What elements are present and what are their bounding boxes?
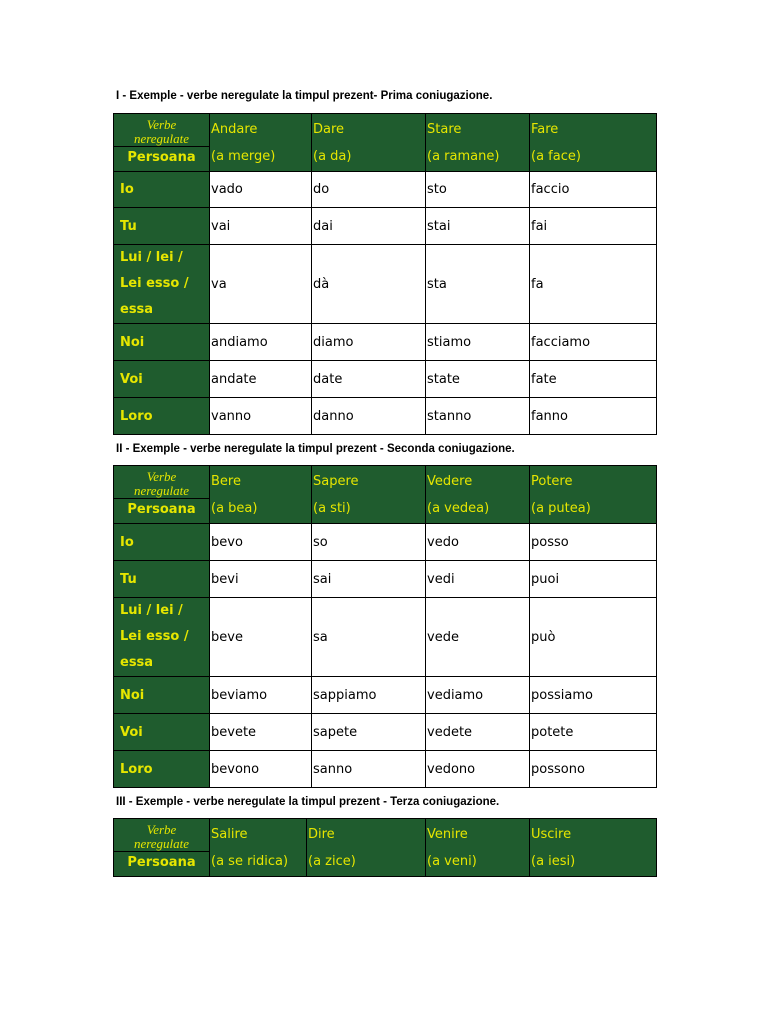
table-row xyxy=(114,245,657,324)
form-cell: possiamo xyxy=(530,677,657,714)
person-cell: Tu xyxy=(114,561,210,598)
form-cell: possono xyxy=(530,751,657,788)
form-cell: dai xyxy=(312,208,426,245)
form-cell: do xyxy=(312,172,426,208)
form-cell: so xyxy=(312,524,426,561)
form-cell: posso xyxy=(530,524,657,561)
table-row xyxy=(114,324,657,361)
conjugation-table-2 xyxy=(113,465,657,788)
verb-header: Salire (a se ridica) xyxy=(210,819,307,877)
form-cell: vedi xyxy=(426,561,530,598)
section-2-heading: II - Exemple - verbe neregulate la timpul prezent - Seconda coniugazione. xyxy=(116,443,515,455)
form-cell: sanno xyxy=(312,751,426,788)
form-cell: sapete xyxy=(312,714,426,751)
table-header-row xyxy=(114,819,657,877)
verb-header: Dire (a zice) xyxy=(307,819,426,877)
verb-header: Venire (a veni) xyxy=(426,819,530,877)
table-row xyxy=(114,172,657,208)
form-cell: fa xyxy=(530,245,657,324)
form-cell: sai xyxy=(312,561,426,598)
form-cell: sto xyxy=(426,172,530,208)
form-cell: dà xyxy=(312,245,426,324)
table-row xyxy=(114,714,657,751)
person-cell: Tu xyxy=(114,208,210,245)
verb-header: Andare (a merge) xyxy=(210,114,312,172)
form-cell: diamo xyxy=(312,324,426,361)
verb-header: Sapere (a sti) xyxy=(312,466,426,524)
verb-header: Potere (a putea) xyxy=(530,466,657,524)
form-cell: vedete xyxy=(426,714,530,751)
form-cell: vedo xyxy=(426,524,530,561)
form-cell: faccio xyxy=(530,172,657,208)
table-row xyxy=(114,561,657,598)
form-cell: sa xyxy=(312,598,426,677)
person-cell: Noi xyxy=(114,324,210,361)
form-cell: andate xyxy=(210,361,312,398)
form-cell: fate xyxy=(530,361,657,398)
form-cell: vediamo xyxy=(426,677,530,714)
form-cell: vai xyxy=(210,208,312,245)
form-cell: puoi xyxy=(530,561,657,598)
form-cell: beve xyxy=(210,598,312,677)
header-corner: Verbe neregulate Persoana xyxy=(114,819,210,877)
person-cell: Lui / lei / Lei esso / essa xyxy=(114,598,210,677)
section-1-heading: I - Exemple - verbe neregulate la timpul prezent- Prima coniugazione. xyxy=(116,90,493,102)
form-cell: sta xyxy=(426,245,530,324)
form-cell: stanno xyxy=(426,398,530,435)
table-header-row xyxy=(114,466,657,524)
form-cell: bevono xyxy=(210,751,312,788)
table-row xyxy=(114,398,657,435)
form-cell: stiamo xyxy=(426,324,530,361)
form-cell: facciamo xyxy=(530,324,657,361)
form-cell: vede xyxy=(426,598,530,677)
form-cell: potete xyxy=(530,714,657,751)
person-cell: Voi xyxy=(114,714,210,751)
person-cell: Voi xyxy=(114,361,210,398)
header-corner: Verbe neregulate Persoana xyxy=(114,466,210,524)
form-cell: bevi xyxy=(210,561,312,598)
form-cell: beviamo xyxy=(210,677,312,714)
table-header-row xyxy=(114,114,657,172)
person-cell: Io xyxy=(114,172,210,208)
form-cell: state xyxy=(426,361,530,398)
person-cell: Noi xyxy=(114,677,210,714)
verb-header: Vedere (a vedea) xyxy=(426,466,530,524)
form-cell: vado xyxy=(210,172,312,208)
person-cell: Loro xyxy=(114,751,210,788)
table-row xyxy=(114,361,657,398)
form-cell: può xyxy=(530,598,657,677)
table-row xyxy=(114,751,657,788)
verb-header: Stare (a ramane) xyxy=(426,114,530,172)
verb-header: Dare (a da) xyxy=(312,114,426,172)
table-row xyxy=(114,524,657,561)
form-cell: va xyxy=(210,245,312,324)
form-cell: fanno xyxy=(530,398,657,435)
form-cell: andiamo xyxy=(210,324,312,361)
verb-header: Fare (a face) xyxy=(530,114,657,172)
form-cell: danno xyxy=(312,398,426,435)
form-cell: sappiamo xyxy=(312,677,426,714)
form-cell: stai xyxy=(426,208,530,245)
person-cell: Lui / lei / Lei esso / essa xyxy=(114,245,210,324)
form-cell: vanno xyxy=(210,398,312,435)
form-cell: fai xyxy=(530,208,657,245)
form-cell: date xyxy=(312,361,426,398)
form-cell: bevo xyxy=(210,524,312,561)
table-row xyxy=(114,598,657,677)
verb-header: Uscire (a iesi) xyxy=(530,819,657,877)
person-cell: Loro xyxy=(114,398,210,435)
conjugation-table-1 xyxy=(113,113,657,435)
conjugation-table-3 xyxy=(113,818,657,877)
table-row xyxy=(114,677,657,714)
table-row xyxy=(114,208,657,245)
person-cell: Io xyxy=(114,524,210,561)
form-cell: vedono xyxy=(426,751,530,788)
header-corner: Verbe neregulate Persoana xyxy=(114,114,210,172)
section-3-heading: III - Exemple - verbe neregulate la timpul prezent - Terza coniugazione. xyxy=(116,796,500,808)
verb-header: Bere (a bea) xyxy=(210,466,312,524)
form-cell: bevete xyxy=(210,714,312,751)
